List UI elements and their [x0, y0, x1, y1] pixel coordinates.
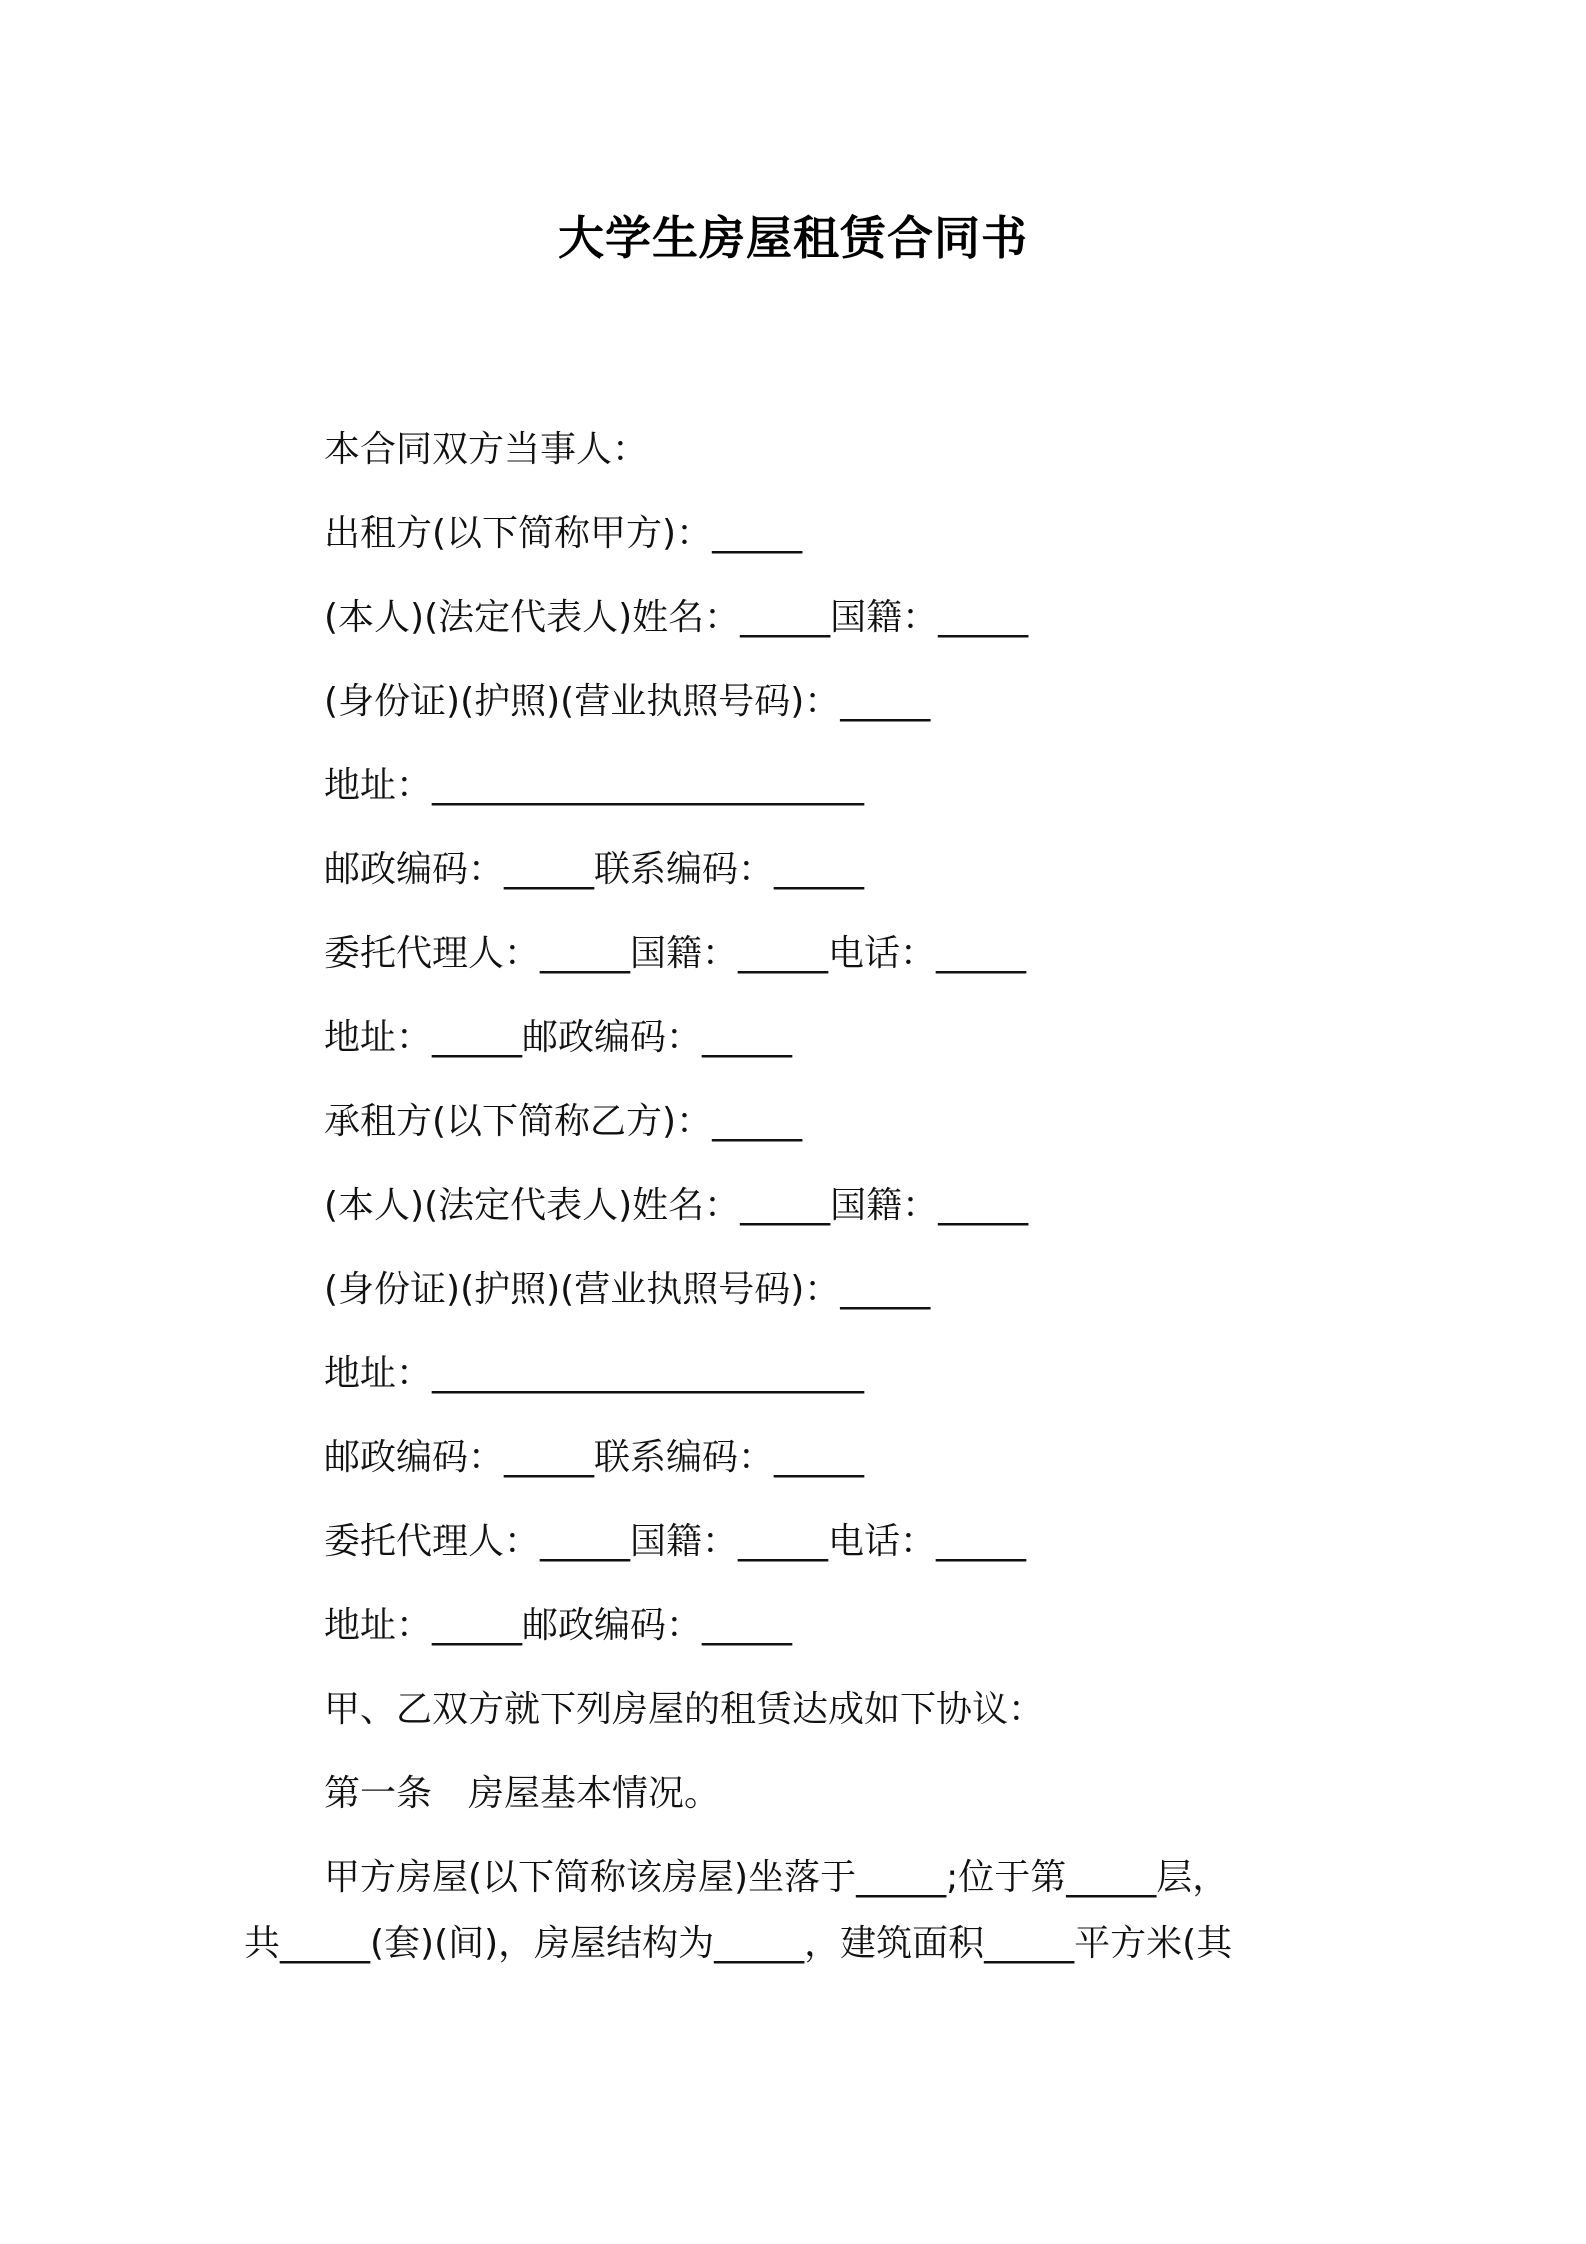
lessor-postal-contact: 邮政编码：_____联系编码：_____	[324, 849, 865, 890]
parties-heading: 本合同双方当事人：	[324, 429, 649, 470]
article-one-paragraph: 甲方房屋(以下简称该房屋)坐落于_____;位于第_____层，	[324, 1857, 1229, 1898]
contract-body	[324, 408, 1524, 1920]
document-title: 大学生房屋租赁合同书	[558, 211, 1028, 265]
lessee-postal-contact: 邮政编码：_____联系编码：_____	[324, 1437, 865, 1478]
lessee-line: 承租方(以下简称乙方)：_____	[324, 1101, 803, 1142]
lessee-name-nationality: (本人)(法定代表人)姓名：_____国籍：_____	[324, 1185, 1029, 1226]
lessor-id-number: (身份证)(护照)(营业执照号码)：_____	[324, 681, 931, 722]
agreement-intro: 甲、乙双方就下列房屋的租赁达成如下协议：	[324, 1689, 1045, 1730]
article-one-heading: 第一条 房屋基本情况。	[324, 1773, 721, 1814]
article-one-continuation: 共_____(套)(间)，房屋结构为_____，建筑面积_____平方米(其	[244, 1923, 1233, 1964]
lessee-address: 地址：________________________	[324, 1353, 865, 1394]
lessee-id-number: (身份证)(护照)(营业执照号码)：_____	[324, 1269, 931, 1310]
lessor-line: 出租方(以下简称甲方)：_____	[324, 513, 803, 554]
lessee-agent-address: 地址：_____邮政编码：_____	[324, 1605, 793, 1646]
lessor-name-nationality: (本人)(法定代表人)姓名：_____国籍：_____	[324, 597, 1029, 638]
lessor-agent: 委托代理人：_____国籍：_____电话：_____	[324, 933, 1027, 974]
lessor-agent-address: 地址：_____邮政编码：_____	[324, 1017, 793, 1058]
lessor-address: 地址：________________________	[324, 765, 865, 806]
lessee-agent: 委托代理人：_____国籍：_____电话：_____	[324, 1521, 1027, 1562]
